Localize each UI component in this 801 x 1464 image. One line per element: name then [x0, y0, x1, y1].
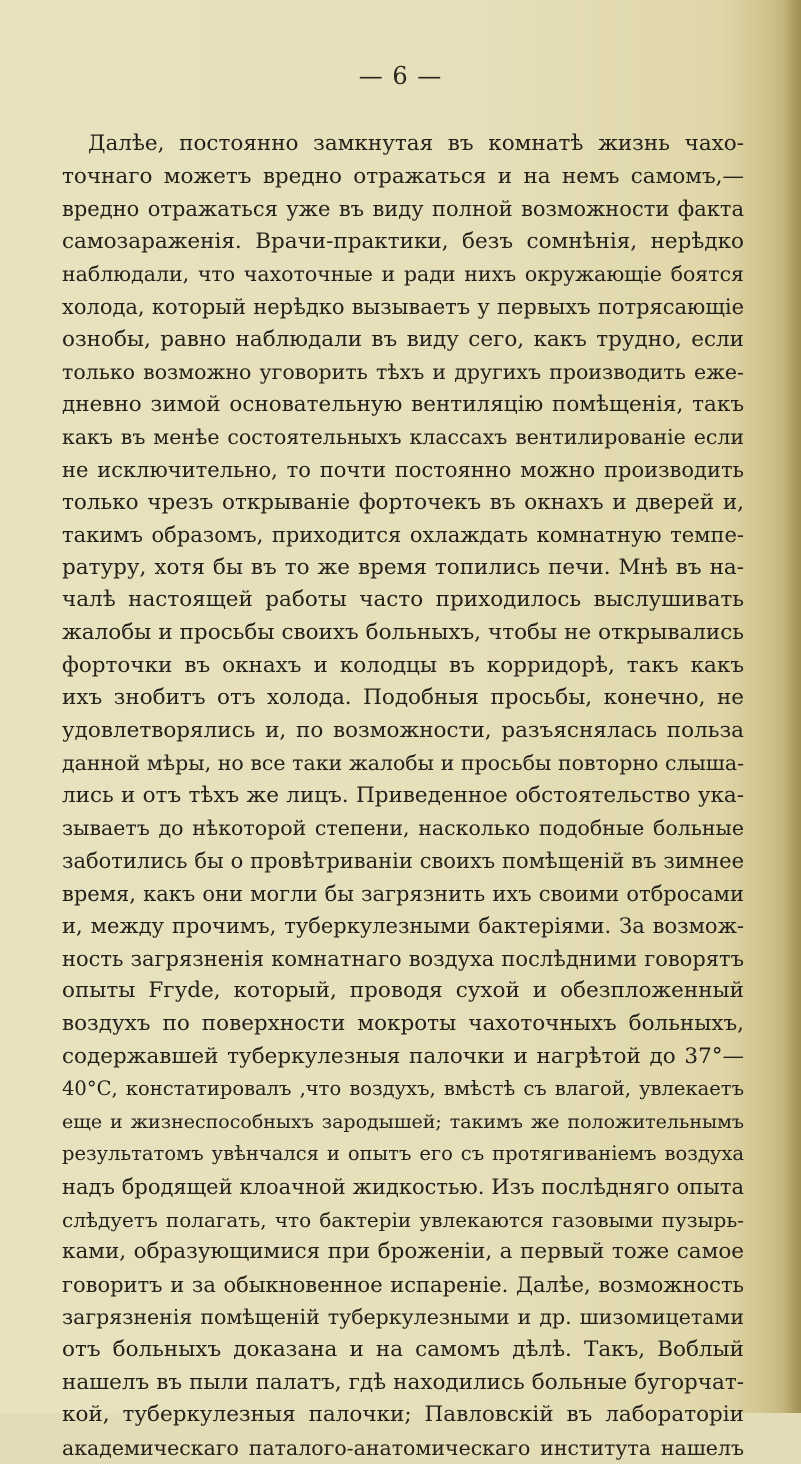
text-line: 40°С, констатировалъ ,что воздухъ, вмѣстѣ съ влагой, увлекаетъ: [62, 1077, 744, 1101]
text-line: жалобы и просьбы своихъ больныхъ, чтобы не открывались: [62, 619, 744, 645]
text-line: воздухъ по поверхности мокроты чахоточныхъ больныхъ,: [62, 1011, 744, 1037]
text-line: отъ больныхъ доказана и на самомъ дѣлѣ. Такъ, Воблый: [62, 1336, 744, 1362]
text-line: ратуру, хотя бы въ то же время топились печи. Мнѣ въ на-: [62, 554, 744, 580]
text-line: и, между прочимъ, туберкулезными бактеріями. За возмож-: [62, 914, 744, 939]
text-line: ками, образующимися при броженіи, а первый тоже самое: [62, 1239, 744, 1265]
text-line: удовлетворялись и, по возможности, разъяснялась польза: [62, 717, 744, 743]
page-number: — 6 —: [358, 62, 443, 90]
text-line: зываетъ до нѣкоторой степени, насколько подобные больные: [62, 816, 744, 841]
text-line: академическаго паталого-анатомическаго института нашелъ: [62, 1435, 744, 1460]
text-line: только чрезъ открываніе форточекъ въ окнахъ и дверей и,: [62, 489, 744, 515]
text-line: лись и отъ тѣхъ же лицъ. Приведенное обстоятельство ука-: [62, 782, 744, 808]
text-line: вредно отражаться уже въ виду полной возможности факта: [62, 197, 744, 222]
text-line: только возможно уговорить тѣхъ и другихъ производить еже-: [62, 360, 744, 385]
text-line: ознобы, равно наблюдали въ виду сего, какъ трудно, если: [62, 326, 744, 352]
text-line: опыты Fгуde, который, проводя сухой и обезпложенный: [62, 978, 744, 1004]
text-line: слѣдуетъ полагать, что бактеріи увлекаются газовыми пузырь-: [62, 1207, 744, 1232]
text-line: форточки въ окнахъ и колодцы въ корридорѣ, такъ какъ: [62, 652, 744, 678]
text-line: ность загрязненія комнатнаго воздуха послѣдними говорятъ: [62, 946, 744, 971]
text-line: не исключительно, то почти постоянно можно производить: [62, 457, 744, 482]
text-line: какъ въ менѣе состоятельныхъ классахъ вентилированіе если: [62, 425, 744, 450]
text-line: заботились бы о провѣтриваніи своихъ помѣщеній въ зимнее: [62, 849, 744, 874]
text-line: говоритъ и за обыкновенное испареніе. Далѣе, возможность: [62, 1272, 744, 1297]
text-line: результатомъ увѣнчался и опытъ его съ протягиваніемъ воздуха: [62, 1142, 744, 1166]
text-line: данной мѣры, но все таки жалобы и просьбы повторно слыша-: [62, 751, 744, 776]
text-line: самозараженія. Врачи-практики, безъ сомнѣнія, нерѣдко: [62, 228, 744, 254]
text-line: ихъ знобитъ отъ холода. Подобныя просьбы, конечно, не: [62, 685, 744, 711]
text-line: чалѣ настоящей работы часто приходилось выслушивать: [62, 587, 744, 613]
text-line: дневно зимой основательную вентиляцію помѣщенія, такъ: [62, 391, 744, 417]
text-line: такимъ образомъ, приходится охлаждать комнатную темпе-: [62, 523, 744, 548]
text-line: Далѣе, постоянно замкнутая въ комнатѣ жизнь чахо-: [88, 131, 744, 156]
text-line: нашелъ въ пыли палатъ, гдѣ находились больные бугорчат-: [62, 1369, 744, 1395]
text-line: содержавшей туберкулезныя палочки и нагрѣтой до 37°—: [62, 1043, 744, 1069]
text-line: точнаго можетъ вредно отражаться и на немъ самомъ,—: [62, 163, 744, 189]
text-line: время, какъ они могли бы загрязнить ихъ своими отбросами: [62, 881, 744, 906]
page-edge-shadow: [783, 0, 801, 1413]
text-line: кой, туберкулезныя палочки; Павловскій въ лабораторіи: [62, 1402, 744, 1428]
text-line: холода, который нерѣдко вызываетъ у первыхъ потрясающіе: [62, 294, 744, 319]
text-line: надъ бродящей клоачной жидкостью. Изъ послѣдняго опыта: [62, 1175, 744, 1199]
text-line: еще и жизнеспособныхъ зародышей; такимъ же положительнымъ: [62, 1110, 744, 1133]
text-line: загрязненія помѣщеній туберкулезными и др. шизомицетами: [62, 1305, 744, 1330]
body-text: [62, 128, 744, 1464]
text-line: наблюдали, что чахоточные и ради нихъ окружающіе боятся: [62, 262, 744, 287]
